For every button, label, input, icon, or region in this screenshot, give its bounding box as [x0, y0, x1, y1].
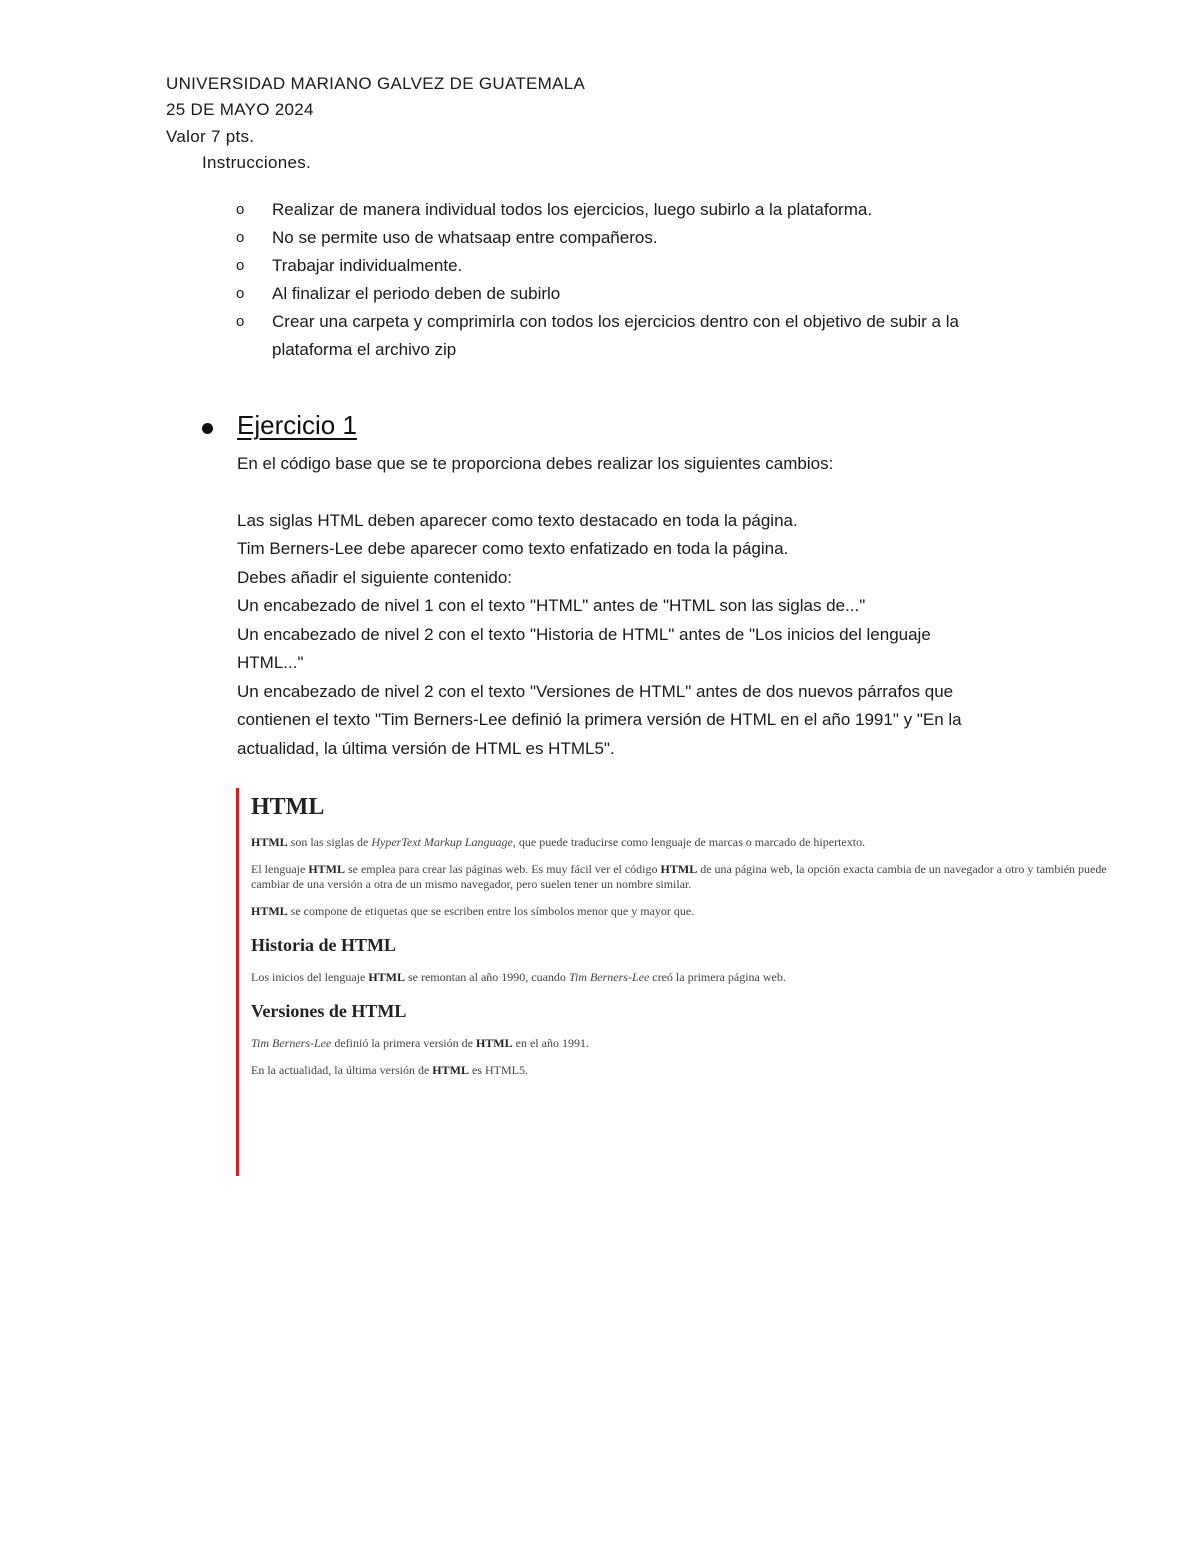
paragraph-text: creó la primera página web. [649, 970, 786, 984]
instruction-text: Trabajar individualmente. [272, 256, 463, 275]
exercise-line: Un encabezado de nivel 1 con el texto "HTML" antes de "HTML son las siglas de..." [237, 596, 866, 615]
example-paragraph [251, 1036, 1111, 1051]
list-item [236, 280, 1036, 308]
example-heading-2: Historia de HTML [251, 935, 396, 955]
paragraph-text: , que puede traducirse como lenguaje de marcas o marcado de hipertexto. [512, 835, 866, 849]
example-paragraph [251, 970, 1111, 985]
example-paragraph [251, 1063, 1111, 1078]
example-heading-1: HTML [251, 794, 325, 820]
exercise-line: Debes añadir el siguiente contenido: [237, 567, 513, 587]
instructions-list [236, 196, 1036, 364]
instruction-text: Realizar de manera individual todos los ejercicios, luego subirlo a la plataforma. [272, 200, 873, 219]
emphasis-text: Tim Berners-Lee [568, 970, 650, 984]
strong-text: HTML [660, 862, 698, 876]
example-heading-2: Versiones de HTML [251, 1001, 407, 1021]
exercise-1-section [200, 410, 1060, 758]
instruction-text: Al finalizar el periodo deben de subirlo [272, 284, 561, 303]
university-name: UNIVERSIDAD MARIANO GALVEZ DE GUATEMALA [166, 74, 586, 93]
circle-bullet-icon: o [236, 313, 245, 330]
exam-date: 25 DE MAYO 2024 [166, 100, 314, 119]
circle-bullet-icon: o [236, 285, 245, 302]
circle-bullet-icon: o [236, 201, 245, 218]
paragraph-text: se emplea para crear las páginas web. Es muy fácil ver el código [344, 862, 661, 876]
emphasis-text: Tim Berners-Lee [251, 1036, 332, 1050]
list-item [236, 196, 1036, 224]
paragraph-text: El lenguaje [251, 862, 309, 876]
strong-text: HTML [432, 1063, 469, 1077]
strong-text: HTML [368, 970, 405, 984]
exercise-line: Tim Berners-Lee debe aparecer como texto enfatizado en toda la página. [237, 539, 789, 558]
paragraph-text: es HTML5. [468, 1063, 528, 1077]
paragraph-text: se compone de etiquetas que se escriben entre los símbolos menor que y mayor que. [287, 904, 695, 918]
exercise-body [237, 450, 1037, 763]
paragraph-text: definió la primera versión de [331, 1036, 476, 1050]
list-item [236, 308, 1032, 364]
example-paragraph [251, 835, 1111, 850]
strong-text: HTML [308, 862, 345, 876]
exam-value: Valor 7 pts. [166, 127, 255, 146]
paragraph-text: son las siglas de [287, 835, 372, 849]
example-content [251, 794, 1111, 1090]
exercise-line: Un encabezado de nivel 2 con el texto "Versiones de HTML" antes de dos nuevos párrafos que contienen el texto "Tim Berners-Lee definió la primera versión de HTML en el año 1991" y "En la actualidad, la última versión de HTML es HTML5". [237, 681, 962, 758]
instruction-text: Crear una carpeta y comprimirla con todos los ejercicios dentro con el objetivo de subir a la plataforma el archivo zip [272, 312, 959, 359]
paragraph-text: en el año 1991. [512, 1036, 589, 1050]
paragraph-text: se remontan al año 1990, cuando [404, 970, 569, 984]
paragraph-text: Los inicios del lenguaje [251, 970, 369, 984]
exercise-title: Ejercicio 1 [237, 410, 357, 440]
list-item [236, 224, 1036, 252]
paragraph-text: En la actualidad, la última versión de [251, 1063, 433, 1077]
filled-bullet-icon [202, 423, 213, 434]
exercise-intro: En el código base que se te proporciona debes realizar los siguientes cambios: [237, 454, 834, 473]
exercise-line: Las siglas HTML deben aparecer como texto destacado en toda la página. [237, 510, 798, 530]
instructions-label: Instrucciones. [202, 153, 312, 172]
exercise-title-row [200, 410, 1060, 446]
circle-bullet-icon: o [236, 229, 245, 246]
paragraph-text: de una página web, la opción exacta cambia de un navegador a otro y también puede cambiar de una versión a otra de un mismo navegador, pero suelen tener un nombre similar. [251, 862, 1107, 891]
strong-text: HTML [251, 904, 288, 918]
example-paragraph [251, 862, 1111, 892]
example-paragraph [251, 904, 1111, 919]
example-output-screenshot [236, 788, 1119, 1176]
circle-bullet-icon: o [236, 257, 245, 274]
list-item [236, 252, 1036, 280]
exercise-line: Un encabezado de nivel 2 con el texto "Historia de HTML" antes de "Los inicios del lenguaje HTML..." [237, 624, 931, 672]
instruction-text: No se permite uso de whatsaap entre compañeros. [272, 228, 658, 247]
strong-text: HTML [475, 1036, 513, 1050]
emphasis-text: HyperText Markup Language [371, 835, 513, 849]
strong-text: HTML [251, 835, 288, 849]
